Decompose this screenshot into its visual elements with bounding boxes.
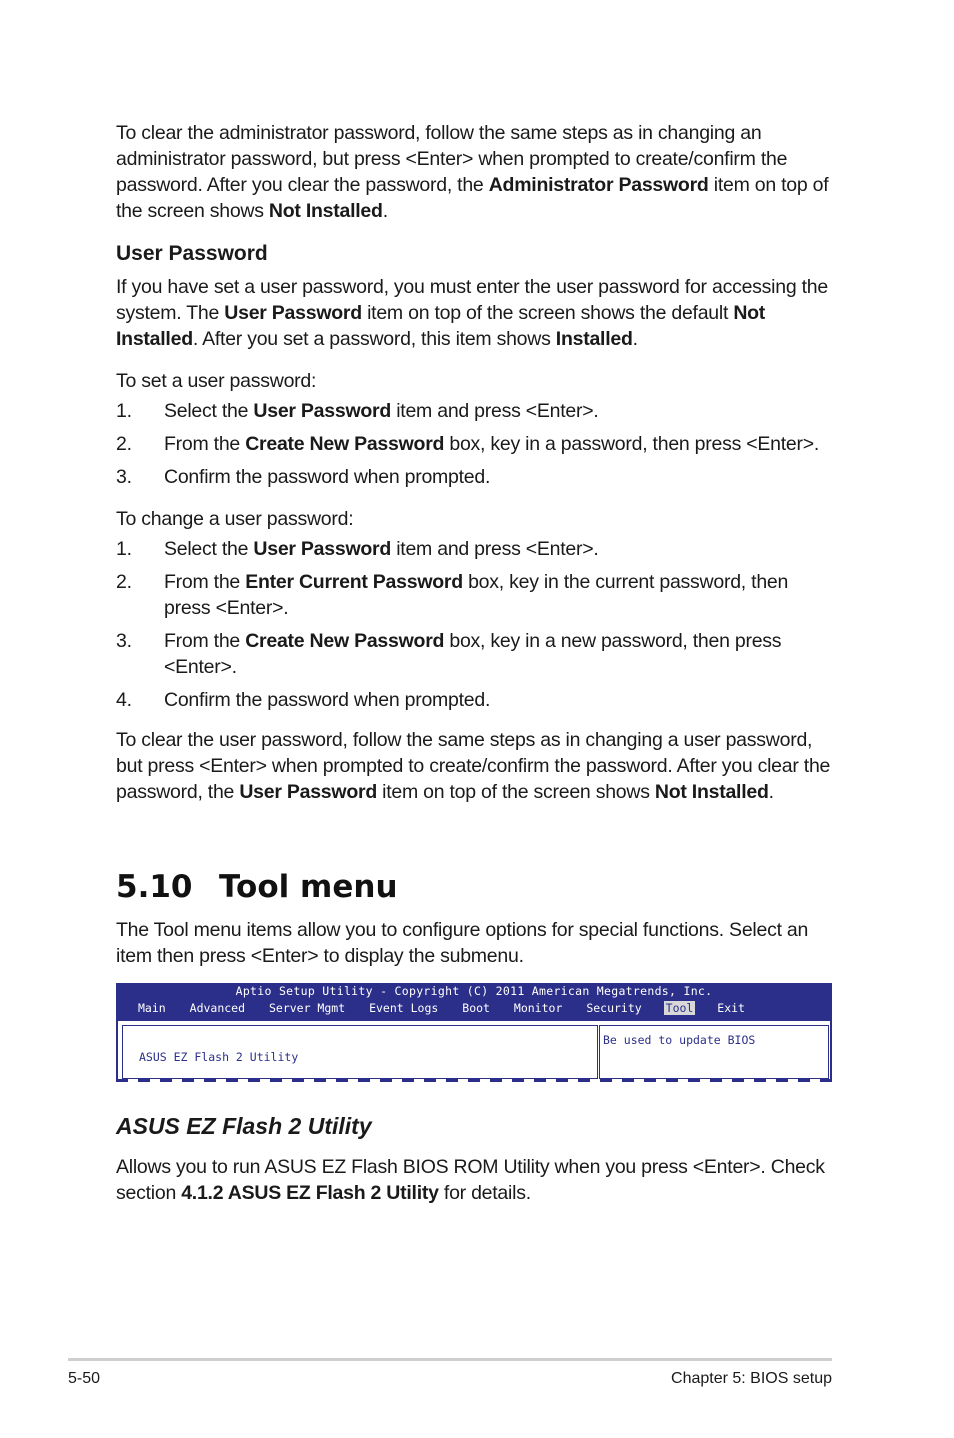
list-item: 4. Confirm the password when prompted. [116,689,491,711]
user-password-description: If you have set a user password, you must enter the user password for accessing the system. The User Password item on top of the screen shows the default Not Installed. After you set a password, this item shows Installed. [116,276,828,350]
bios-tab-exit[interactable]: Exit [717,1001,745,1015]
section-description: The Tool menu items allow you to configure options for special functions. Select an item then press <Enter> to display the submenu. [116,919,809,967]
bios-tab-monitor[interactable]: Monitor [513,1001,563,1015]
change-password-steps [116,536,832,713]
chapter-label: Chapter 5: BIOS setup [671,1370,832,1387]
change-password-lead: To change a user password: [116,508,354,530]
bios-tab-main[interactable]: Main [138,1001,166,1015]
bios-bottom-dashes [116,1079,832,1082]
user-password-heading: User Password [116,242,268,265]
bios-tab-security[interactable]: Security [586,1001,642,1015]
bios-item-ez-flash[interactable]: ASUS EZ Flash 2 Utility [139,1050,299,1064]
bios-tab-server-mgmt[interactable]: Server Mgmt [268,1001,346,1015]
bios-tab-event-logs[interactable]: Event Logs [369,1001,439,1015]
bios-header [116,983,832,1021]
set-password-lead: To set a user password: [116,370,317,392]
user-clear-paragraph: To clear the user password, follow the same steps as in changing a user password, but press <Enter> when prompted to create/confirm the password. After you clear the password, the User Password item on top of the screen shows Not Installed. [116,729,831,803]
bios-menu-bar [136,1001,760,1015]
set-password-steps [116,398,832,490]
bios-tab-boot[interactable]: Boot [462,1001,490,1015]
bios-tab-tool[interactable]: Tool [665,1001,694,1015]
list-item: 2. From the Create New Password box, key in a password, then press <Enter>. [116,433,820,455]
list-item: 2. From the Enter Current Password box, key in the current password, then press <Enter>. [116,571,789,619]
bios-item-panel [122,1025,598,1079]
bios-title: Aptio Setup Utility - Copyright (C) 2011 American Megatrends, Inc. [235,984,713,998]
page-content [116,120,832,1206]
list-item: 3. Confirm the password when prompted. [116,466,491,488]
list-item: 1. Select the User Password item and press <Enter>. [116,400,599,422]
list-item: 1. Select the User Password item and press <Enter>. [116,538,599,560]
list-item: 3. From the Create New Password box, key in a new password, then press <Enter>. [116,630,782,678]
footer-rule [68,1358,832,1361]
bios-help-panel [599,1025,829,1079]
page-number: 5-50 [68,1370,101,1387]
section-title: 5.10 Tool menu [116,869,398,905]
bios-body [116,1021,832,1079]
bios-help-text: Be used to update BIOS [603,1033,756,1047]
ez-flash-description: Allows you to run ASUS EZ Flash BIOS ROM Utility when you press <Enter>. Check section 4.1.2 ASUS EZ Flash 2 Utility for details. [116,1156,825,1204]
bios-screen [116,983,832,1082]
ez-flash-heading: ASUS EZ Flash 2 Utility [116,1113,372,1139]
admin-clear-paragraph: To clear the administrator password, follow the same steps as in changing an administrator password, but press <Enter> when prompted to create/confirm the password. After you clear the password, the Administrator Password item on top of the screen shows Not Installed. [116,122,829,222]
bios-tab-advanced[interactable]: Advanced [189,1001,246,1015]
